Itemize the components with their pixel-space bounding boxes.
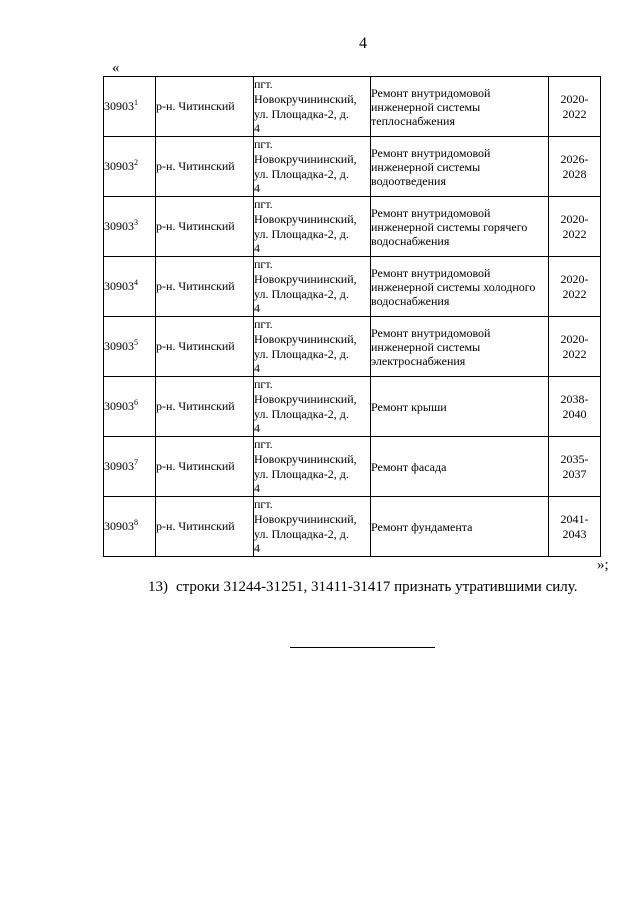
address-line: пгт. bbox=[254, 497, 273, 512]
row-number-cell bbox=[104, 77, 156, 137]
years-line: 2020- bbox=[560, 91, 589, 106]
years-cell bbox=[549, 137, 601, 197]
item-text: строки 31244-31251, 31411-31417 признать утратившими силу. bbox=[176, 579, 578, 595]
address-line: ул. Площадка-2, д. bbox=[254, 106, 349, 121]
work-type-cell: Ремонт фундамента bbox=[371, 497, 549, 557]
years-line: 2037 bbox=[562, 466, 587, 481]
row-number-superscript: 8 bbox=[134, 518, 138, 527]
address-line: 4 bbox=[254, 421, 260, 436]
district-cell: р-н. Читинский bbox=[156, 137, 254, 197]
years-line: 2026- bbox=[560, 151, 589, 166]
row-number: 30903 bbox=[104, 339, 134, 353]
row-number-cell bbox=[104, 497, 156, 557]
address-line: ул. Площадка-2, д. bbox=[254, 346, 349, 361]
address-line: ул. Площадка-2, д. bbox=[254, 166, 349, 181]
years-line: 2041- bbox=[560, 511, 589, 526]
address-line: Новокручининский, bbox=[254, 211, 357, 226]
address-line: Новокручининский, bbox=[254, 271, 357, 286]
years-line: 2022 bbox=[562, 346, 587, 361]
work-type-cell: Ремонт внутридомовой инженерной системы электроснабжения bbox=[371, 317, 549, 377]
address-line: ул. Площадка-2, д. bbox=[254, 466, 349, 481]
address-cell bbox=[254, 377, 371, 437]
item-number: 13) bbox=[148, 579, 168, 595]
district-cell: р-н. Читинский bbox=[156, 497, 254, 557]
years-line: 2022 bbox=[562, 226, 587, 241]
years-line: 2020- bbox=[560, 271, 589, 286]
address-cell bbox=[254, 437, 371, 497]
district-cell: р-н. Читинский bbox=[156, 197, 254, 257]
work-type-cell: Ремонт фасада bbox=[371, 437, 549, 497]
row-number-superscript: 4 bbox=[134, 278, 138, 287]
row-number-superscript: 1 bbox=[134, 98, 138, 107]
closing-quote: »; bbox=[597, 557, 609, 573]
table-row bbox=[104, 437, 601, 497]
years-line: 2022 bbox=[562, 106, 587, 121]
address-cell bbox=[254, 317, 371, 377]
row-number: 30903 bbox=[104, 519, 134, 533]
years-cell bbox=[549, 497, 601, 557]
address-cell bbox=[254, 137, 371, 197]
years-cell bbox=[549, 197, 601, 257]
years-cell bbox=[549, 437, 601, 497]
district-cell: р-н. Читинский bbox=[156, 317, 254, 377]
district-cell: р-н. Читинский bbox=[156, 77, 254, 137]
address-line: пгт. bbox=[254, 197, 273, 212]
row-number: 30903 bbox=[104, 399, 134, 413]
work-type-cell: Ремонт внутридомовой инженерной системы холодного водоснабжения bbox=[371, 257, 549, 317]
row-number: 30903 bbox=[104, 99, 134, 113]
district-cell: р-н. Читинский bbox=[156, 437, 254, 497]
address-cell bbox=[254, 257, 371, 317]
address-line: ул. Площадка-2, д. bbox=[254, 526, 349, 541]
district-cell: р-н. Читинский bbox=[156, 257, 254, 317]
years-cell bbox=[549, 317, 601, 377]
address-cell bbox=[254, 497, 371, 557]
address-line: пгт. bbox=[254, 437, 273, 452]
row-number-cell bbox=[104, 317, 156, 377]
address-line: ул. Площадка-2, д. bbox=[254, 226, 349, 241]
row-number-cell bbox=[104, 137, 156, 197]
years-cell bbox=[549, 77, 601, 137]
address-line: пгт. bbox=[254, 137, 273, 152]
table-row bbox=[104, 257, 601, 317]
address-line: пгт. bbox=[254, 317, 273, 332]
address-line: 4 bbox=[254, 361, 260, 376]
row-number: 30903 bbox=[104, 279, 134, 293]
address-line: пгт. bbox=[254, 77, 273, 92]
opening-quote: « bbox=[112, 60, 120, 76]
address-line: пгт. bbox=[254, 377, 273, 392]
row-number: 30903 bbox=[104, 459, 134, 473]
years-line: 2020- bbox=[560, 331, 589, 346]
row-number-superscript: 7 bbox=[134, 458, 138, 467]
row-number-cell bbox=[104, 377, 156, 437]
address-line: 4 bbox=[254, 241, 260, 256]
district-cell: р-н. Читинский bbox=[156, 377, 254, 437]
address-line: Новокручининский, bbox=[254, 331, 357, 346]
address-line: Новокручининский, bbox=[254, 91, 357, 106]
repair-schedule-table bbox=[103, 76, 601, 557]
table-row bbox=[104, 77, 601, 137]
table-body bbox=[104, 77, 601, 557]
years-cell bbox=[549, 257, 601, 317]
years-line: 2043 bbox=[562, 526, 587, 541]
address-line: 4 bbox=[254, 181, 260, 196]
work-type-cell: Ремонт внутридомовой инженерной системы водоотведения bbox=[371, 137, 549, 197]
row-number-superscript: 3 bbox=[134, 218, 138, 227]
table-row bbox=[104, 197, 601, 257]
row-number-cell bbox=[104, 257, 156, 317]
amendment-item bbox=[148, 578, 578, 596]
years-line: 2022 bbox=[562, 286, 587, 301]
years-line: 2038- bbox=[560, 391, 589, 406]
work-type-cell: Ремонт внутридомовой инженерной системы теплоснабжения bbox=[371, 77, 549, 137]
table-row bbox=[104, 137, 601, 197]
address-line: 4 bbox=[254, 481, 260, 496]
address-line: Новокручининский, bbox=[254, 451, 357, 466]
years-line: 2028 bbox=[562, 166, 587, 181]
work-type-cell: Ремонт внутридомовой инженерной системы горячего водоснабжения bbox=[371, 197, 549, 257]
work-type-cell: Ремонт крыши bbox=[371, 377, 549, 437]
address-line: 4 bbox=[254, 121, 260, 136]
years-line: 2020- bbox=[560, 211, 589, 226]
row-number: 30903 bbox=[104, 159, 134, 173]
row-number-cell bbox=[104, 437, 156, 497]
address-line: пгт. bbox=[254, 257, 273, 272]
row-number-superscript: 2 bbox=[134, 158, 138, 167]
separator-line bbox=[290, 647, 435, 648]
address-cell bbox=[254, 77, 371, 137]
years-line: 2035- bbox=[560, 451, 589, 466]
row-number-superscript: 5 bbox=[134, 338, 138, 347]
row-number-superscript: 6 bbox=[134, 398, 138, 407]
row-number: 30903 bbox=[104, 219, 134, 233]
table-row bbox=[104, 497, 601, 557]
years-cell bbox=[549, 377, 601, 437]
years-line: 2040 bbox=[562, 406, 587, 421]
page-number: 4 bbox=[359, 35, 367, 52]
address-line: ул. Площадка-2, д. bbox=[254, 406, 349, 421]
address-line: Новокручининский, bbox=[254, 511, 357, 526]
address-line: 4 bbox=[254, 301, 260, 316]
address-line: Новокручининский, bbox=[254, 391, 357, 406]
address-cell bbox=[254, 197, 371, 257]
row-number-cell bbox=[104, 197, 156, 257]
address-line: Новокручининский, bbox=[254, 151, 357, 166]
address-line: ул. Площадка-2, д. bbox=[254, 286, 349, 301]
table-row bbox=[104, 317, 601, 377]
table-row bbox=[104, 377, 601, 437]
address-line: 4 bbox=[254, 541, 260, 556]
